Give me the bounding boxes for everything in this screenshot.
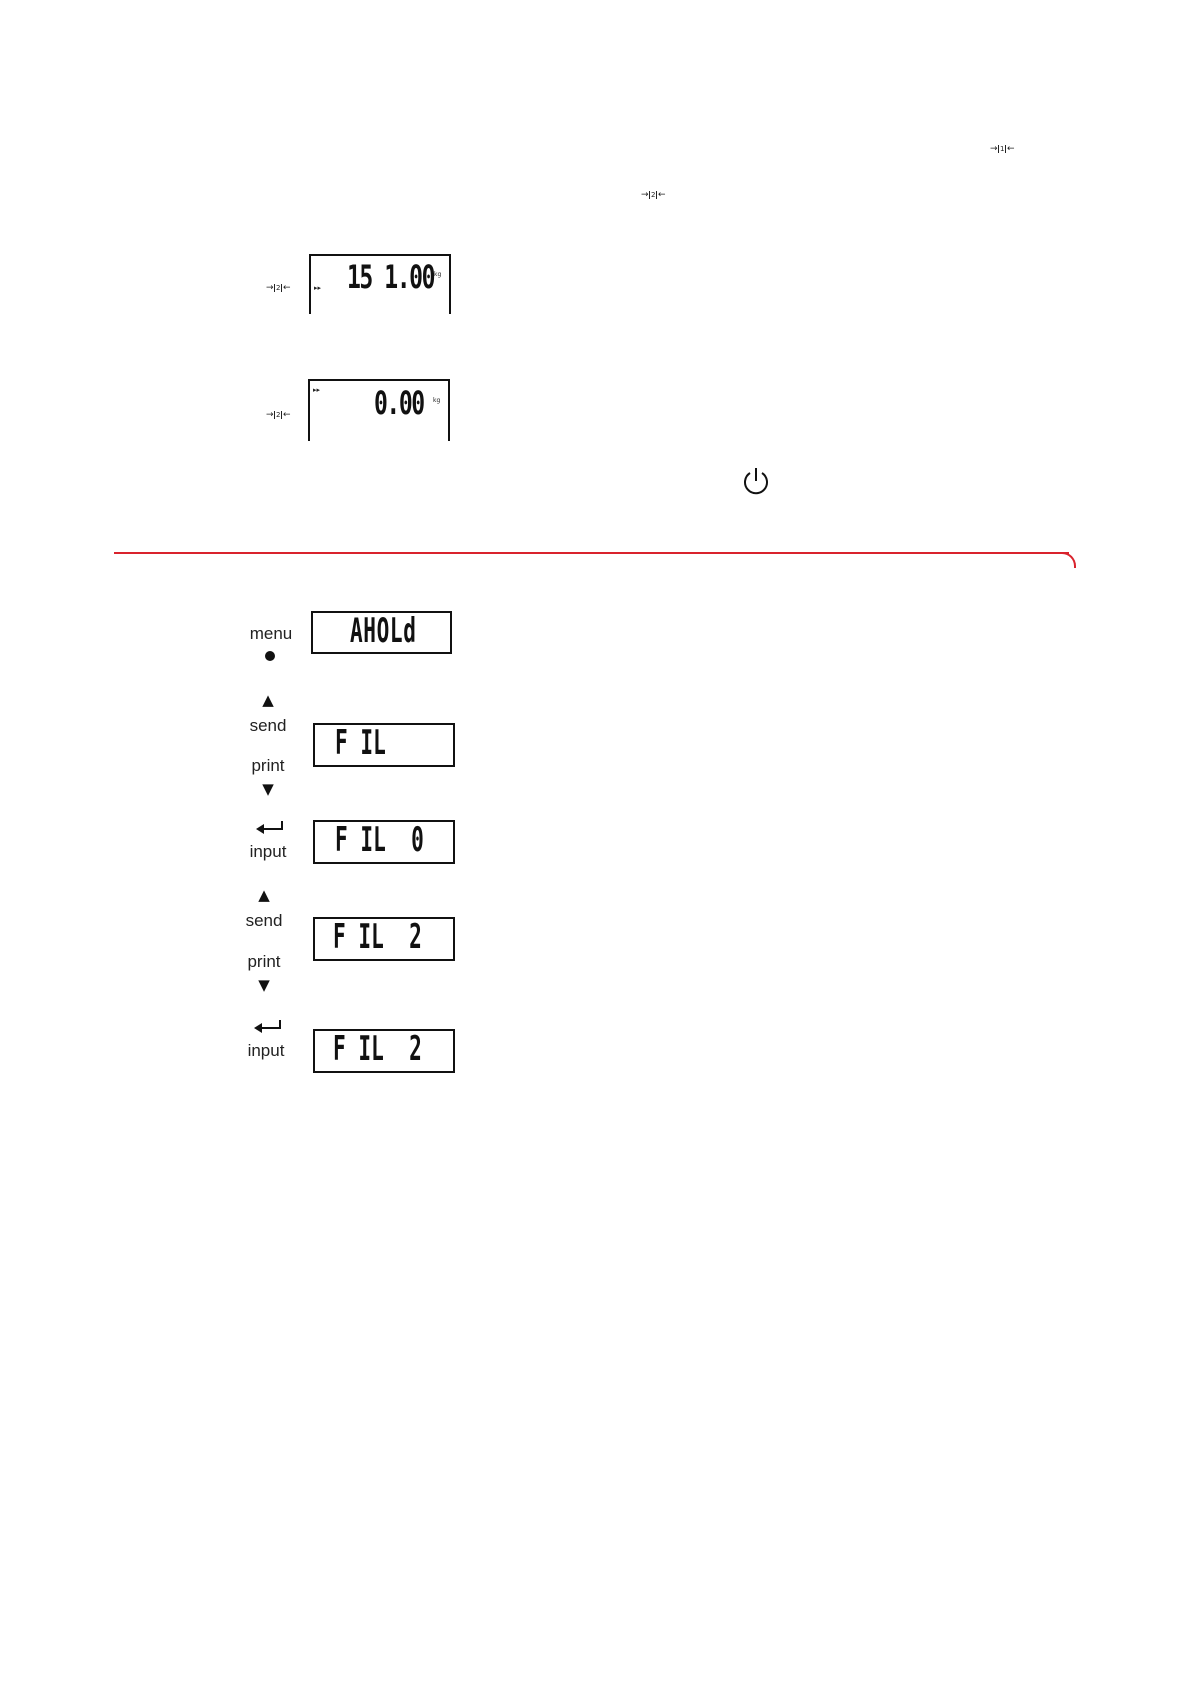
display-value: F IL 0: [335, 820, 424, 860]
down-arrow-icon: ▼: [262, 780, 274, 798]
zero-indicator-icon: ▸▸: [313, 386, 321, 394]
print-key-label: print: [247, 952, 281, 971]
lcd-display-step-1: [311, 611, 452, 654]
display-value: 0.00: [374, 384, 424, 422]
zero-range-2-symbol: → 2 ←: [266, 410, 291, 420]
display-value: F IL 2: [333, 1029, 422, 1069]
section-divider-end: [1062, 552, 1076, 568]
print-key-label: print: [251, 756, 285, 775]
input-key-label: input: [247, 1041, 285, 1060]
lcd-display-reading-2: [308, 379, 450, 441]
lcd-display-reading-1: [309, 254, 451, 314]
down-arrow-icon: ▼: [258, 976, 270, 994]
zero-range-2-number: 2: [276, 411, 281, 419]
send-key-label: send: [245, 911, 283, 930]
display-value: F IL 2: [333, 917, 422, 957]
lcd-display-step-2: [313, 723, 455, 767]
zero-range-2-symbol: → 2 ←: [641, 190, 666, 200]
display-value: 15 1.00: [347, 258, 435, 296]
zero-range-2-number: 2: [651, 191, 656, 199]
zero-range-1-symbol: → 1 ←: [990, 144, 1015, 154]
zero-range-1-number: 1: [1000, 145, 1005, 153]
zero-range-2-symbol: → 2 ←: [266, 283, 291, 293]
lcd-display-step-4: [313, 917, 455, 961]
zero-range-2-number: 2: [276, 284, 281, 292]
up-arrow-icon: ▲: [262, 691, 274, 709]
lcd-display-step-5: [313, 1029, 455, 1073]
up-arrow-icon: ▲: [258, 886, 270, 904]
menu-key-label: menu: [249, 624, 293, 643]
lcd-display-step-3: [313, 820, 455, 864]
display-value: F IL: [335, 723, 386, 763]
enter-arrow-icon: [254, 820, 284, 836]
display-unit: kg: [433, 397, 441, 404]
enter-arrow-icon: [252, 1019, 282, 1035]
input-key-label: input: [249, 842, 287, 861]
display-unit: kg: [434, 271, 442, 278]
power-icon: [741, 465, 771, 497]
section-divider: [114, 552, 1069, 554]
send-key-label: send: [249, 716, 287, 735]
stable-indicator-icon: ▸▸: [314, 284, 322, 292]
menu-dot-icon: [265, 651, 275, 661]
display-value: AHOLd: [350, 611, 417, 651]
